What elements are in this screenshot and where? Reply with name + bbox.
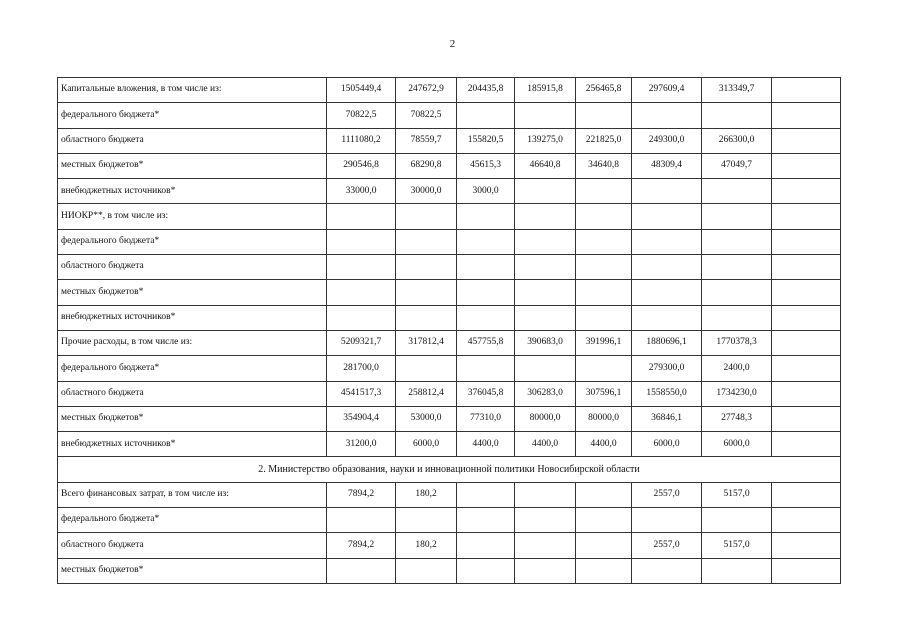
value-cell: 281700,0: [327, 356, 396, 381]
value-cell: 48309,4: [632, 153, 702, 178]
row-label: Всего финансовых затрат, в том числе из:: [58, 482, 327, 507]
table-row: [58, 103, 841, 128]
value-cell: [396, 255, 457, 280]
value-cell: 5157,0: [702, 482, 772, 507]
value-cell: 139275,0: [515, 128, 576, 153]
value-cell: [457, 305, 515, 330]
value-cell: 376045,8: [457, 381, 515, 406]
value-cell: 1880696,1: [632, 330, 702, 355]
row-label: Капитальные вложения, в том числе из:: [58, 78, 327, 103]
value-cell: 354904,4: [327, 406, 396, 431]
value-cell: 306283,0: [515, 381, 576, 406]
row-label: внебюджетных источников*: [58, 432, 327, 457]
value-cell: [632, 229, 702, 254]
row-label: Прочие расходы, в том числе из:: [58, 330, 327, 355]
value-cell: 1111080,2: [327, 128, 396, 153]
value-cell: 4541517,3: [327, 381, 396, 406]
value-cell: [396, 280, 457, 305]
row-label: областного бюджета: [58, 255, 327, 280]
value-cell: [772, 533, 841, 558]
table-row: [58, 305, 841, 330]
value-cell: 6000,0: [632, 432, 702, 457]
value-cell: [772, 128, 841, 153]
value-cell: 266300,0: [702, 128, 772, 153]
value-cell: [576, 482, 632, 507]
value-cell: [457, 356, 515, 381]
section-header-row: [58, 457, 841, 482]
value-cell: [702, 280, 772, 305]
value-cell: [576, 533, 632, 558]
value-cell: 258812,4: [396, 381, 457, 406]
table-row: [58, 381, 841, 406]
value-cell: [702, 204, 772, 229]
value-cell: [772, 406, 841, 431]
table-row: [58, 78, 841, 103]
value-cell: [772, 381, 841, 406]
value-cell: [457, 280, 515, 305]
value-cell: [576, 229, 632, 254]
value-cell: 313349,7: [702, 78, 772, 103]
budget-table: [57, 77, 841, 584]
value-cell: [515, 204, 576, 229]
value-cell: 155820,5: [457, 128, 515, 153]
value-cell: 307596,1: [576, 381, 632, 406]
value-cell: [327, 229, 396, 254]
value-cell: 6000,0: [396, 432, 457, 457]
value-cell: [632, 179, 702, 204]
value-cell: 80000,0: [515, 406, 576, 431]
value-cell: [772, 305, 841, 330]
value-cell: [396, 558, 457, 583]
value-cell: [772, 330, 841, 355]
value-cell: [457, 255, 515, 280]
value-cell: [515, 356, 576, 381]
value-cell: [632, 204, 702, 229]
value-cell: [576, 356, 632, 381]
table-row: [58, 280, 841, 305]
value-cell: 1558550,0: [632, 381, 702, 406]
table-row: [58, 153, 841, 178]
value-cell: 7894,2: [327, 533, 396, 558]
value-cell: 457755,8: [457, 330, 515, 355]
value-cell: [515, 280, 576, 305]
value-cell: 1734230,0: [702, 381, 772, 406]
value-cell: [396, 356, 457, 381]
value-cell: 2557,0: [632, 482, 702, 507]
row-label: местных бюджетов*: [58, 406, 327, 431]
table-row: [58, 533, 841, 558]
value-cell: 53000,0: [396, 406, 457, 431]
value-cell: [396, 305, 457, 330]
row-label: местных бюджетов*: [58, 153, 327, 178]
value-cell: 78559,7: [396, 128, 457, 153]
value-cell: [515, 103, 576, 128]
value-cell: [515, 508, 576, 533]
value-cell: 1770378,3: [702, 330, 772, 355]
row-label: областного бюджета: [58, 533, 327, 558]
value-cell: [457, 533, 515, 558]
value-cell: [772, 356, 841, 381]
row-label: внебюджетных источников*: [58, 305, 327, 330]
row-label: местных бюджетов*: [58, 558, 327, 583]
table-body-main: [58, 78, 841, 457]
table-row: [58, 406, 841, 431]
value-cell: [457, 103, 515, 128]
value-cell: 27748,3: [702, 406, 772, 431]
value-cell: 390683,0: [515, 330, 576, 355]
value-cell: [576, 103, 632, 128]
value-cell: 3000,0: [457, 179, 515, 204]
value-cell: [396, 204, 457, 229]
value-cell: 33000,0: [327, 179, 396, 204]
table-row: [58, 179, 841, 204]
value-cell: [327, 255, 396, 280]
value-cell: [515, 482, 576, 507]
table-row: [58, 356, 841, 381]
value-cell: 297609,4: [632, 78, 702, 103]
page-number: 2: [449, 38, 456, 50]
value-cell: [457, 482, 515, 507]
value-cell: 5209321,7: [327, 330, 396, 355]
row-label: федерального бюджета*: [58, 508, 327, 533]
value-cell: 34640,8: [576, 153, 632, 178]
value-cell: [327, 204, 396, 229]
value-cell: 45615,3: [457, 153, 515, 178]
value-cell: 80000,0: [576, 406, 632, 431]
value-cell: 391996,1: [576, 330, 632, 355]
value-cell: [702, 255, 772, 280]
value-cell: [772, 78, 841, 103]
value-cell: [327, 280, 396, 305]
value-cell: [576, 305, 632, 330]
value-cell: 221825,0: [576, 128, 632, 153]
value-cell: [396, 229, 457, 254]
value-cell: [632, 103, 702, 128]
table-row: [58, 432, 841, 457]
table-row: [58, 330, 841, 355]
value-cell: 180,2: [396, 533, 457, 558]
value-cell: 4400,0: [576, 432, 632, 457]
value-cell: 204435,8: [457, 78, 515, 103]
table-row: [58, 482, 841, 507]
value-cell: [515, 558, 576, 583]
value-cell: [772, 103, 841, 128]
value-cell: [632, 255, 702, 280]
row-label: внебюджетных источников*: [58, 179, 327, 204]
table-row: [58, 229, 841, 254]
table-row: [58, 508, 841, 533]
value-cell: [515, 255, 576, 280]
row-label: федерального бюджета*: [58, 356, 327, 381]
value-cell: 317812,4: [396, 330, 457, 355]
value-cell: 1505449,4: [327, 78, 396, 103]
table-row: [58, 204, 841, 229]
value-cell: 70822,5: [396, 103, 457, 128]
value-cell: 279300,0: [632, 356, 702, 381]
value-cell: 36846,1: [632, 406, 702, 431]
value-cell: [576, 255, 632, 280]
value-cell: [327, 558, 396, 583]
value-cell: [576, 179, 632, 204]
value-cell: [457, 204, 515, 229]
row-label: федерального бюджета*: [58, 103, 327, 128]
value-cell: [772, 229, 841, 254]
value-cell: 7894,2: [327, 482, 396, 507]
value-cell: [702, 305, 772, 330]
value-cell: [457, 229, 515, 254]
value-cell: [772, 204, 841, 229]
value-cell: [576, 558, 632, 583]
value-cell: 180,2: [396, 482, 457, 507]
value-cell: [576, 204, 632, 229]
value-cell: [772, 255, 841, 280]
value-cell: [327, 508, 396, 533]
table-body-section-2: [58, 482, 841, 583]
value-cell: [772, 482, 841, 507]
value-cell: 70822,5: [327, 103, 396, 128]
row-label: местных бюджетов*: [58, 280, 327, 305]
section-title: 2. Министерство образования, науки и инновационной политики Новосибирской области: [58, 457, 841, 482]
value-cell: [772, 179, 841, 204]
value-cell: 249300,0: [632, 128, 702, 153]
table-row: [58, 128, 841, 153]
table-row: [58, 255, 841, 280]
value-cell: [702, 508, 772, 533]
value-cell: 4400,0: [457, 432, 515, 457]
value-cell: [702, 103, 772, 128]
value-cell: [702, 179, 772, 204]
value-cell: 4400,0: [515, 432, 576, 457]
value-cell: 30000,0: [396, 179, 457, 204]
value-cell: [632, 280, 702, 305]
value-cell: [576, 280, 632, 305]
value-cell: [772, 153, 841, 178]
value-cell: 5157,0: [702, 533, 772, 558]
value-cell: [702, 558, 772, 583]
value-cell: 46640,8: [515, 153, 576, 178]
value-cell: [515, 229, 576, 254]
value-cell: [772, 558, 841, 583]
value-cell: 2400,0: [702, 356, 772, 381]
value-cell: [396, 508, 457, 533]
value-cell: [772, 508, 841, 533]
value-cell: 2557,0: [632, 533, 702, 558]
value-cell: [515, 179, 576, 204]
table-row: [58, 558, 841, 583]
value-cell: 290546,8: [327, 153, 396, 178]
value-cell: [632, 305, 702, 330]
value-cell: 256465,8: [576, 78, 632, 103]
value-cell: [457, 508, 515, 533]
row-label: областного бюджета: [58, 128, 327, 153]
row-label: федерального бюджета*: [58, 229, 327, 254]
value-cell: [515, 305, 576, 330]
value-cell: 47049,7: [702, 153, 772, 178]
value-cell: 247672,9: [396, 78, 457, 103]
value-cell: [772, 432, 841, 457]
value-cell: [632, 558, 702, 583]
value-cell: 77310,0: [457, 406, 515, 431]
value-cell: 6000,0: [702, 432, 772, 457]
value-cell: 185915,8: [515, 78, 576, 103]
row-label: областного бюджета: [58, 381, 327, 406]
value-cell: [327, 305, 396, 330]
value-cell: 31200,0: [327, 432, 396, 457]
row-label: НИОКР**, в том числе из:: [58, 204, 327, 229]
value-cell: [632, 508, 702, 533]
value-cell: [576, 508, 632, 533]
value-cell: 68290,8: [396, 153, 457, 178]
value-cell: [772, 280, 841, 305]
value-cell: [515, 533, 576, 558]
value-cell: [702, 229, 772, 254]
value-cell: [457, 558, 515, 583]
